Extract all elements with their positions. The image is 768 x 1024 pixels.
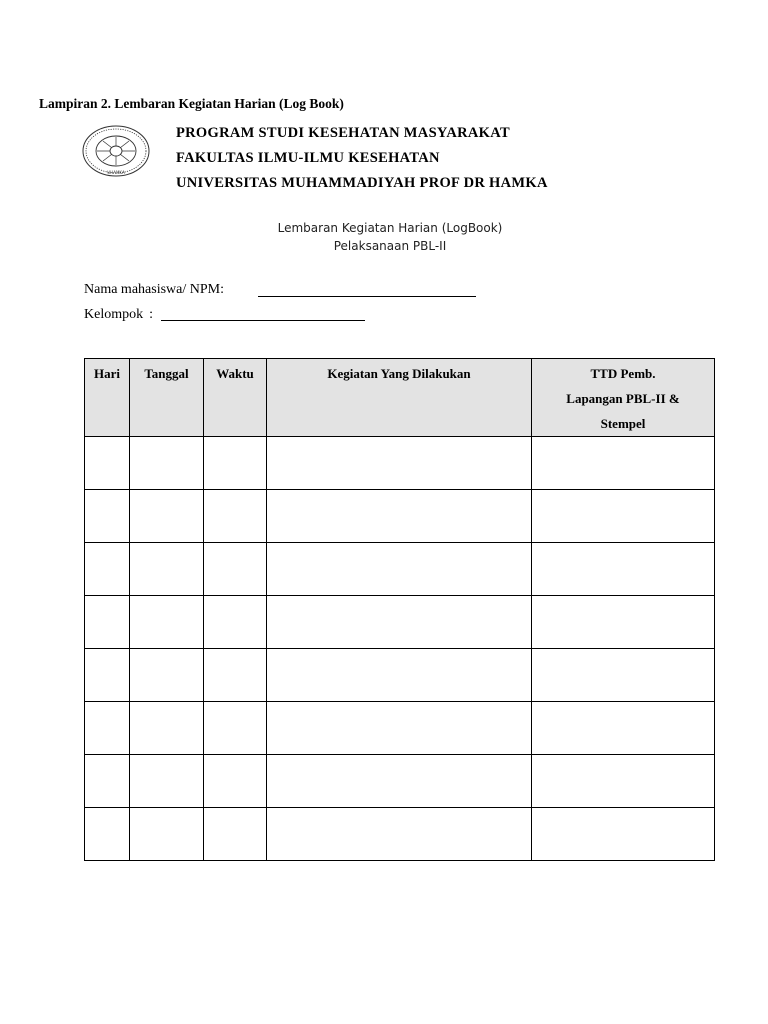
- cell-hari[interactable]: [85, 543, 130, 596]
- cell-waktu[interactable]: [204, 490, 267, 543]
- cell-tanggal[interactable]: [130, 702, 204, 755]
- cell-hari[interactable]: [85, 702, 130, 755]
- institution-faculty: FAKULTAS ILMU-ILMU KESEHATAN: [176, 150, 440, 166]
- table-header-row: [85, 359, 715, 437]
- cell-hari[interactable]: [85, 437, 130, 490]
- cell-kegiatan[interactable]: [267, 596, 532, 649]
- university-seal-icon: [82, 125, 150, 177]
- table-row: [85, 543, 715, 596]
- cell-tanggal[interactable]: [130, 596, 204, 649]
- cell-ttd[interactable]: [532, 755, 715, 808]
- header-ttd-line1: TTD Pemb.: [590, 366, 656, 381]
- header-tanggal: Tanggal: [130, 359, 204, 437]
- cell-kegiatan[interactable]: [267, 702, 532, 755]
- student-npm-label: Nama mahasiswa/ NPM:: [84, 282, 224, 297]
- cell-kegiatan[interactable]: [267, 755, 532, 808]
- document-caption: Lampiran 2. Lembaran Kegiatan Harian (Log Book): [39, 96, 344, 111]
- student-npm-field[interactable]: [258, 296, 476, 297]
- header-ttd-line3: Stempel: [600, 416, 646, 431]
- cell-waktu[interactable]: [204, 543, 267, 596]
- cell-kegiatan[interactable]: [267, 649, 532, 702]
- table-row: [85, 702, 715, 755]
- table-row: [85, 437, 715, 490]
- cell-tanggal[interactable]: [130, 490, 204, 543]
- cell-tanggal[interactable]: [130, 755, 204, 808]
- header-hari: Hari: [85, 359, 130, 437]
- cell-ttd[interactable]: [532, 596, 715, 649]
- cell-waktu[interactable]: [204, 702, 267, 755]
- group-label: Kelompok: [84, 307, 144, 322]
- cell-kegiatan[interactable]: [267, 437, 532, 490]
- header-waktu: Waktu: [204, 359, 267, 437]
- institution-university: UNIVERSITAS MUHAMMADIYAH PROF DR HAMKA: [176, 175, 548, 191]
- cell-hari[interactable]: [85, 755, 130, 808]
- table-row: [85, 808, 715, 861]
- cell-tanggal[interactable]: [130, 437, 204, 490]
- table-row: [85, 490, 715, 543]
- form-title: Lembaran Kegiatan Harian (LogBook): [277, 221, 503, 235]
- cell-hari[interactable]: [85, 808, 130, 861]
- cell-waktu[interactable]: [204, 808, 267, 861]
- cell-hari[interactable]: [85, 490, 130, 543]
- header-ttd: [532, 359, 715, 437]
- table-row: [85, 649, 715, 702]
- cell-waktu[interactable]: [204, 596, 267, 649]
- cell-waktu[interactable]: [204, 649, 267, 702]
- group-colon: :: [149, 307, 153, 322]
- cell-kegiatan[interactable]: [267, 543, 532, 596]
- logbook-table: [84, 358, 715, 861]
- cell-ttd[interactable]: [532, 490, 715, 543]
- seal-text: UHAMKA: [107, 170, 125, 175]
- cell-ttd[interactable]: [532, 543, 715, 596]
- cell-ttd[interactable]: [532, 808, 715, 861]
- form-subtitle: Pelaksanaan PBL-II: [333, 239, 447, 253]
- group-field[interactable]: [161, 320, 365, 321]
- cell-kegiatan[interactable]: [267, 490, 532, 543]
- cell-tanggal[interactable]: [130, 543, 204, 596]
- header-ttd-line2: Lapangan PBL-II &: [566, 391, 680, 406]
- table-row: [85, 755, 715, 808]
- header-kegiatan: Kegiatan Yang Dilakukan: [267, 359, 532, 437]
- group-label-wrap: [84, 307, 153, 323]
- cell-hari[interactable]: [85, 596, 130, 649]
- institution-program: PROGRAM STUDI KESEHATAN MASYARAKAT: [176, 125, 510, 141]
- cell-ttd[interactable]: [532, 437, 715, 490]
- cell-ttd[interactable]: [532, 649, 715, 702]
- cell-waktu[interactable]: [204, 755, 267, 808]
- cell-waktu[interactable]: [204, 437, 267, 490]
- cell-ttd[interactable]: [532, 702, 715, 755]
- table-row: [85, 596, 715, 649]
- cell-hari[interactable]: [85, 649, 130, 702]
- cell-tanggal[interactable]: [130, 649, 204, 702]
- cell-kegiatan[interactable]: [267, 808, 532, 861]
- cell-tanggal[interactable]: [130, 808, 204, 861]
- table-body: [85, 437, 715, 861]
